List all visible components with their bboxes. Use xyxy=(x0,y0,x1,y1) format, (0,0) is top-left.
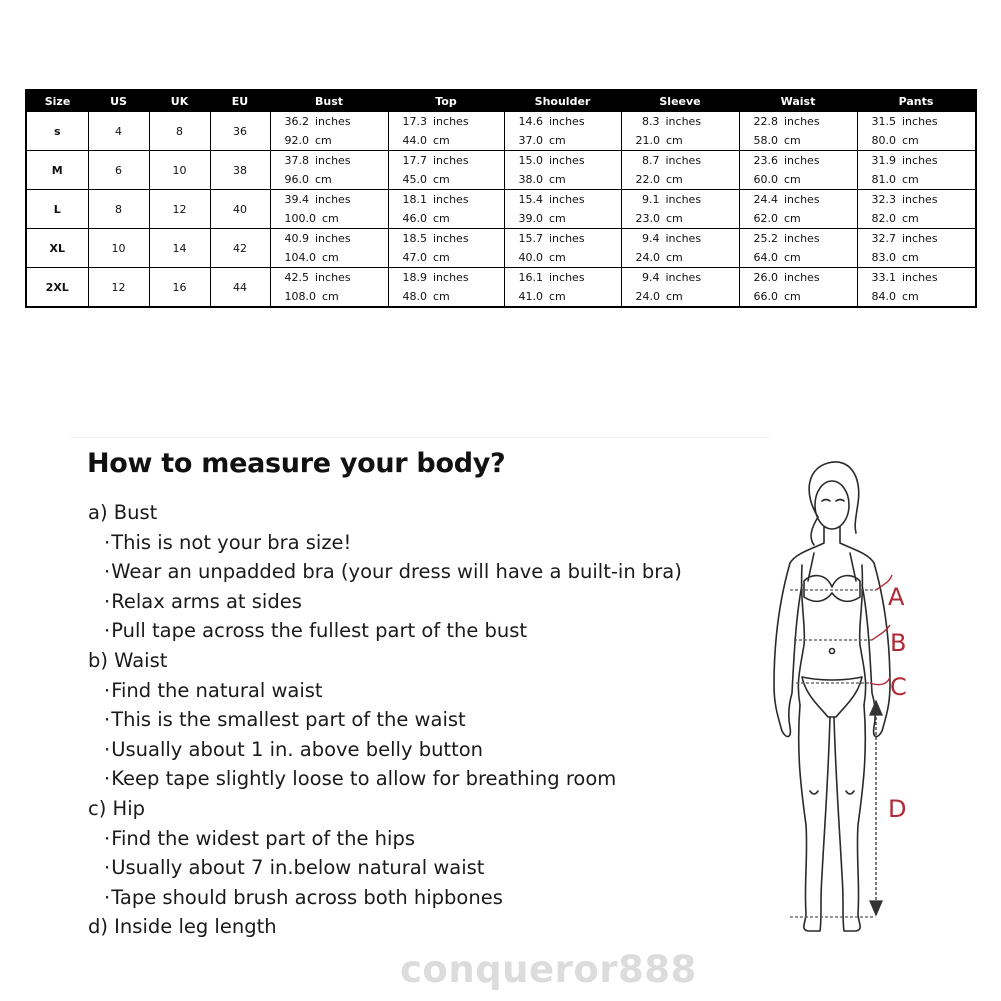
inches-line xyxy=(403,190,504,209)
measure-value: 58.0 xyxy=(753,134,778,147)
measure-unit: inches xyxy=(549,271,585,284)
cm-line xyxy=(872,287,976,306)
measure-value: 32.7 xyxy=(871,232,896,245)
uk-cell: 10 xyxy=(149,151,210,190)
measure-unit: inches xyxy=(433,232,469,245)
measure-unit: inches xyxy=(784,271,820,284)
measure-value: 15.7 xyxy=(518,232,543,245)
cm-line xyxy=(519,287,621,306)
measure-unit: cm xyxy=(549,251,566,264)
measure-cell xyxy=(621,268,739,308)
eu-cell: 40 xyxy=(210,190,270,229)
measure-unit: cm xyxy=(784,173,801,186)
eu-cell: 38 xyxy=(210,151,270,190)
header-eu: EU xyxy=(210,90,270,112)
instruction-step: · Relax arms at sides xyxy=(88,587,682,617)
cm-line xyxy=(754,209,857,228)
us-cell: 8 xyxy=(88,190,149,229)
measure-cell xyxy=(270,112,388,151)
measure-value: 42.5 xyxy=(284,271,309,284)
cm-line xyxy=(285,209,388,228)
measure-unit: cm xyxy=(902,290,919,303)
cm-line xyxy=(872,248,976,267)
instruction-step: · This is the smallest part of the waist xyxy=(88,705,682,735)
cm-line xyxy=(636,287,739,306)
size-cell: XL xyxy=(26,229,88,268)
header-waist: Waist xyxy=(739,90,857,112)
header-uk: UK xyxy=(149,90,210,112)
measure-value: 23.0 xyxy=(635,212,660,225)
inches-line xyxy=(872,112,976,131)
uk-cell: 14 xyxy=(149,229,210,268)
measure-cell xyxy=(270,151,388,190)
inches-line xyxy=(636,229,739,248)
measure-cell xyxy=(388,268,504,308)
measure-unit: cm xyxy=(433,212,450,225)
measure-cell xyxy=(857,229,976,268)
measure-cell xyxy=(857,112,976,151)
inches-line xyxy=(403,151,504,170)
measure-value: 16.1 xyxy=(518,271,543,284)
measure-value: 24.0 xyxy=(635,251,660,264)
table-header-row xyxy=(26,90,976,112)
measure-cell xyxy=(621,112,739,151)
cm-line xyxy=(403,248,504,267)
measure-value: 39.0 xyxy=(518,212,543,225)
measure-unit: inches xyxy=(315,154,351,167)
table-row xyxy=(26,229,976,268)
cm-line xyxy=(872,170,976,189)
measure-unit: cm xyxy=(902,212,919,225)
measure-value: 100.0 xyxy=(284,212,316,225)
inches-line xyxy=(519,151,621,170)
measure-unit: cm xyxy=(784,251,801,264)
body-measurement-figure xyxy=(760,455,990,950)
instruction-heading: d) Inside leg length xyxy=(88,915,277,939)
measure-value: 104.0 xyxy=(284,251,316,264)
measure-unit: inches xyxy=(549,115,585,128)
measure-value: 45.0 xyxy=(402,173,427,186)
measure-value: 38.0 xyxy=(518,173,543,186)
measure-value: 40.9 xyxy=(284,232,309,245)
measure-unit: inches xyxy=(433,193,469,206)
measure-unit: cm xyxy=(784,290,801,303)
header-bust: Bust xyxy=(270,90,388,112)
measure-instructions xyxy=(88,498,682,942)
measure-value: 32.3 xyxy=(871,193,896,206)
instruction-step: · This is not your bra size! xyxy=(88,528,682,558)
size-cell: s xyxy=(26,112,88,151)
measure-unit: inches xyxy=(902,193,938,206)
measure-unit: cm xyxy=(322,212,339,225)
cm-line xyxy=(285,248,388,267)
cm-line xyxy=(519,209,621,228)
inches-line xyxy=(403,268,504,287)
label-a: A xyxy=(888,583,905,611)
inches-line xyxy=(872,151,976,170)
measure-cell xyxy=(504,229,621,268)
measure-unit: cm xyxy=(549,212,566,225)
measure-unit: inches xyxy=(315,271,351,284)
measure-value: 15.0 xyxy=(518,154,543,167)
measure-value: 37.0 xyxy=(518,134,543,147)
measure-unit: cm xyxy=(902,251,919,264)
measure-value: 9.4 xyxy=(642,232,660,245)
section-divider xyxy=(70,437,770,438)
measure-unit: inches xyxy=(902,154,938,167)
measure-cell xyxy=(857,190,976,229)
header-us: US xyxy=(88,90,149,112)
eu-cell: 36 xyxy=(210,112,270,151)
inches-line xyxy=(754,151,857,170)
measure-unit: cm xyxy=(315,134,332,147)
inches-line xyxy=(754,268,857,287)
inches-line xyxy=(636,268,739,287)
measure-value: 47.0 xyxy=(402,251,427,264)
measure-value: 60.0 xyxy=(753,173,778,186)
measure-unit: inches xyxy=(665,271,702,284)
measure-unit: inches xyxy=(433,271,469,284)
measure-unit: inches xyxy=(665,154,702,167)
inches-line xyxy=(519,229,621,248)
measure-unit: inches xyxy=(315,232,351,245)
inches-line xyxy=(872,190,976,209)
measure-value: 17.7 xyxy=(402,154,427,167)
inches-line xyxy=(519,112,621,131)
instruction-step: · Usually about 7 in.below natural waist xyxy=(88,853,682,883)
measure-unit: inches xyxy=(665,232,702,245)
cm-line xyxy=(285,287,388,306)
measure-unit: inches xyxy=(784,193,820,206)
size-cell: L xyxy=(26,190,88,229)
measure-unit: inches xyxy=(784,154,820,167)
cm-line xyxy=(754,170,857,189)
measure-unit: cm xyxy=(549,290,566,303)
measure-unit: inches xyxy=(665,193,702,206)
measure-value: 36.2 xyxy=(284,115,309,128)
measure-unit: cm xyxy=(433,290,450,303)
measure-unit: inches xyxy=(784,115,820,128)
instruction-heading: b) Waist xyxy=(88,648,168,672)
inches-line xyxy=(285,190,388,209)
measure-value: 24.0 xyxy=(635,290,660,303)
header-size: Size xyxy=(26,90,88,112)
measure-cell xyxy=(504,112,621,151)
measure-value: 17.3 xyxy=(402,115,427,128)
inches-line xyxy=(754,229,857,248)
measure-value: 31.5 xyxy=(871,115,896,128)
measure-cell xyxy=(857,268,976,308)
measure-cell xyxy=(388,112,504,151)
measure-value: 39.4 xyxy=(284,193,309,206)
measure-cell xyxy=(270,190,388,229)
cm-line xyxy=(754,248,857,267)
inches-line xyxy=(754,112,857,131)
measure-unit: cm xyxy=(433,134,450,147)
cm-line xyxy=(754,131,857,150)
measure-value: 108.0 xyxy=(284,290,316,303)
measure-value: 26.0 xyxy=(753,271,778,284)
measure-unit: cm xyxy=(549,173,566,186)
cm-line xyxy=(872,209,976,228)
header-sleeve: Sleeve xyxy=(621,90,739,112)
measure-unit: cm xyxy=(666,173,683,186)
instruction-step: · Find the natural waist xyxy=(88,676,682,706)
measure-unit: inches xyxy=(549,193,585,206)
instruction-step: · Tape should brush across both hipbones xyxy=(88,883,682,913)
measure-value: 25.2 xyxy=(753,232,778,245)
inches-line xyxy=(519,190,621,209)
measure-value: 8.3 xyxy=(642,115,660,128)
measure-value: 24.4 xyxy=(753,193,778,206)
measure-cell xyxy=(504,268,621,308)
uk-cell: 12 xyxy=(149,190,210,229)
us-cell: 4 xyxy=(88,112,149,151)
measure-unit: cm xyxy=(666,134,683,147)
eu-cell: 44 xyxy=(210,268,270,308)
cm-line xyxy=(403,209,504,228)
measure-value: 31.9 xyxy=(871,154,896,167)
measure-unit: cm xyxy=(784,212,801,225)
table-row xyxy=(26,151,976,190)
cm-line xyxy=(636,131,739,150)
measure-value: 62.0 xyxy=(753,212,778,225)
measure-value: 21.0 xyxy=(635,134,660,147)
measure-cell xyxy=(388,151,504,190)
us-cell: 12 xyxy=(88,268,149,308)
measure-cell xyxy=(739,190,857,229)
us-cell: 6 xyxy=(88,151,149,190)
measure-value: 9.4 xyxy=(642,271,660,284)
measure-unit: inches xyxy=(315,115,351,128)
measure-cell xyxy=(621,229,739,268)
instruction-step: · Usually about 1 in. above belly button xyxy=(88,735,682,765)
measure-unit: inches xyxy=(902,271,938,284)
measure-value: 23.6 xyxy=(753,154,778,167)
eu-cell: 42 xyxy=(210,229,270,268)
measure-value: 41.0 xyxy=(518,290,543,303)
inches-line xyxy=(285,229,388,248)
measure-cell xyxy=(388,190,504,229)
measure-cell xyxy=(388,229,504,268)
cm-line xyxy=(519,170,621,189)
measure-value: 37.8 xyxy=(284,154,309,167)
inches-line xyxy=(285,151,388,170)
cm-line xyxy=(636,170,739,189)
cm-line xyxy=(636,209,739,228)
measure-value: 82.0 xyxy=(871,212,896,225)
size-cell: 2XL xyxy=(26,268,88,308)
size-chart-table xyxy=(25,89,977,308)
inches-line xyxy=(872,268,976,287)
inches-line xyxy=(519,268,621,287)
measure-value: 18.9 xyxy=(402,271,427,284)
measure-cell xyxy=(270,229,388,268)
measure-value: 22.0 xyxy=(635,173,660,186)
measure-value: 64.0 xyxy=(753,251,778,264)
measure-cell xyxy=(270,268,388,308)
inches-line xyxy=(754,190,857,209)
measure-value: 18.5 xyxy=(402,232,427,245)
measure-unit: inches xyxy=(665,115,702,128)
inches-line xyxy=(403,112,504,131)
cm-line xyxy=(519,131,621,150)
measure-unit: inches xyxy=(902,115,938,128)
inches-line xyxy=(636,112,739,131)
header-top: Top xyxy=(388,90,504,112)
measure-cell xyxy=(504,151,621,190)
measure-value: 40.0 xyxy=(518,251,543,264)
inches-line xyxy=(285,268,388,287)
measure-value: 8.7 xyxy=(642,154,660,167)
cm-line xyxy=(754,287,857,306)
instruction-step: · Find the widest part of the hips xyxy=(88,824,682,854)
measure-value: 15.4 xyxy=(518,193,543,206)
measure-value: 18.1 xyxy=(402,193,427,206)
cm-line xyxy=(872,131,976,150)
header-pants: Pants xyxy=(857,90,976,112)
measure-unit: cm xyxy=(902,173,919,186)
measure-cell xyxy=(739,151,857,190)
label-d: D xyxy=(888,795,907,823)
measure-value: 14.6 xyxy=(518,115,543,128)
table-row xyxy=(26,190,976,229)
label-b: B xyxy=(890,629,907,657)
measure-value: 66.0 xyxy=(753,290,778,303)
measure-value: 46.0 xyxy=(402,212,427,225)
inches-line xyxy=(403,229,504,248)
size-cell: M xyxy=(26,151,88,190)
label-c: C xyxy=(890,673,907,701)
measure-value: 22.8 xyxy=(753,115,778,128)
inches-line xyxy=(872,229,976,248)
cm-line xyxy=(285,131,388,150)
measure-cell xyxy=(739,229,857,268)
instruction-step: · Pull tape across the fullest part of the bust xyxy=(88,616,682,646)
table-row xyxy=(26,112,976,151)
measure-value: 81.0 xyxy=(871,173,896,186)
cm-line xyxy=(285,170,388,189)
measure-value: 96.0 xyxy=(284,173,309,186)
measure-value: 84.0 xyxy=(871,290,896,303)
measure-cell xyxy=(621,151,739,190)
cm-line xyxy=(403,131,504,150)
measure-unit: inches xyxy=(784,232,820,245)
measure-unit: cm xyxy=(549,134,566,147)
inches-line xyxy=(285,112,388,131)
measure-unit: cm xyxy=(666,212,683,225)
measure-value: 33.1 xyxy=(871,271,896,284)
measure-unit: cm xyxy=(433,173,450,186)
measure-value: 83.0 xyxy=(871,251,896,264)
measure-cell xyxy=(739,268,857,308)
cm-line xyxy=(519,248,621,267)
measure-value: 92.0 xyxy=(284,134,309,147)
measure-cell xyxy=(621,190,739,229)
instruction-step: · Wear an unpadded bra (your dress will have a built-in bra) xyxy=(88,557,682,587)
measure-unit: cm xyxy=(315,173,332,186)
measure-value: 44.0 xyxy=(402,134,427,147)
measure-title: How to measure your body? xyxy=(87,448,506,479)
table-row xyxy=(26,268,976,308)
uk-cell: 8 xyxy=(149,112,210,151)
measure-unit: cm xyxy=(322,290,339,303)
measure-cell xyxy=(739,112,857,151)
cm-line xyxy=(403,170,504,189)
measure-unit: cm xyxy=(666,290,683,303)
measure-unit: cm xyxy=(322,251,339,264)
measure-unit: inches xyxy=(549,154,585,167)
instruction-step: · Keep tape slightly loose to allow for breathing room xyxy=(88,764,682,794)
measure-unit: cm xyxy=(433,251,450,264)
measure-value: 9.1 xyxy=(642,193,660,206)
measure-unit: inches xyxy=(549,232,585,245)
watermark: conqueror888 xyxy=(400,948,697,991)
measure-unit: inches xyxy=(902,232,938,245)
header-shoulder: Shoulder xyxy=(504,90,621,112)
measure-cell xyxy=(857,151,976,190)
measure-unit: inches xyxy=(315,193,351,206)
inches-line xyxy=(636,190,739,209)
measure-unit: cm xyxy=(784,134,801,147)
instruction-heading: a) Bust xyxy=(88,501,158,524)
measure-cell xyxy=(504,190,621,229)
uk-cell: 16 xyxy=(149,268,210,308)
measure-unit: cm xyxy=(666,251,683,264)
measure-unit: inches xyxy=(433,115,469,128)
instruction-heading: c) Hip xyxy=(88,796,145,820)
us-cell: 10 xyxy=(88,229,149,268)
inches-line xyxy=(636,151,739,170)
measure-unit: cm xyxy=(902,134,919,147)
measure-value: 48.0 xyxy=(402,290,427,303)
cm-line xyxy=(636,248,739,267)
measure-unit: inches xyxy=(433,154,469,167)
measure-value: 80.0 xyxy=(871,134,896,147)
cm-line xyxy=(403,287,504,306)
